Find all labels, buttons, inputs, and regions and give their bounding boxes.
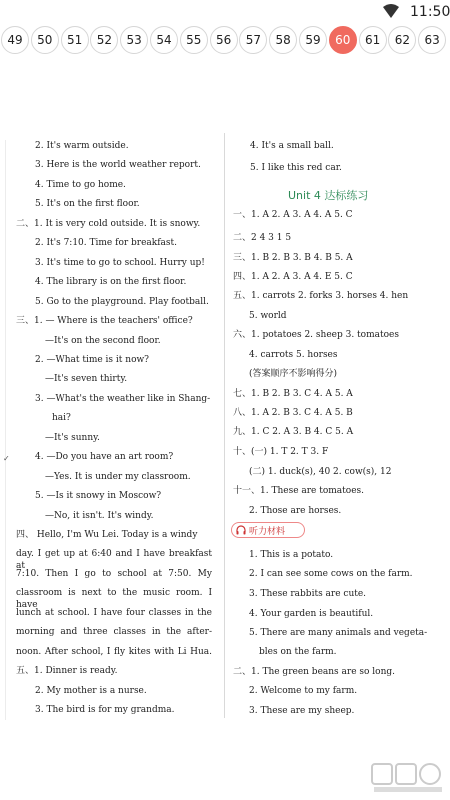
left-line: —It's sunny. (45, 432, 100, 443)
headphone-icon (236, 525, 246, 535)
right-answer-line: 七、1. B 2. B 3. C 4. A 5. A (233, 389, 353, 399)
left-line: 5. It's on the first floor. (35, 199, 140, 210)
page-58-button[interactable]: 58 (269, 26, 297, 54)
listening-line: 1. This is a potato. (249, 550, 334, 560)
left-line: 2. My mother is a nurse. (35, 685, 147, 696)
left-line: 二、1. It is very cold outside. It is snowy. (16, 218, 201, 229)
page-54-button[interactable]: 54 (150, 26, 178, 54)
right-answer-line: 四、1. A 2. A 3. A 4. E 5. C (233, 272, 353, 282)
right-answer-line: 九、1. C 2. A 3. B 4. C 5. A (233, 427, 354, 437)
left-line: 4. Time to go home. (35, 179, 126, 190)
right-answer-line: 八、1. A 2. B 3. C 4. A 5. B (233, 408, 353, 418)
listening-line: 3. These are my sheep. (249, 706, 355, 716)
listening-material-label (231, 522, 305, 538)
left-line: —No, it isn't. It's windy. (45, 510, 154, 521)
left-line: 2. It's 7:10. Time for breakfast. (35, 238, 178, 249)
left-line: hai? (52, 413, 71, 424)
right-answer-line: 二、2 4 3 1 5 (233, 233, 292, 243)
left-line: 四、 Hello, I'm Wu Lei. Today is a windy (16, 530, 198, 540)
right-answer-line: 六、1. potatoes 2. sheep 3. tomatoes (233, 330, 399, 340)
left-line: lunch at school. I have four classes in the (16, 607, 212, 618)
left-line: 5. Go to the playground. Play football. (35, 296, 209, 307)
margin-line (5, 140, 6, 720)
left-line: 4. —Do you have an art room? (35, 452, 174, 463)
page-63-button[interactable]: 63 (418, 26, 446, 54)
listening-line: 5. There are many animals and vegeta- (249, 628, 428, 638)
page-50-button[interactable]: 50 (31, 26, 59, 54)
left-line: classroom is next to the music room. I have (16, 588, 212, 611)
listening-line: bles on the farm. (259, 647, 337, 657)
left-line: —Yes. It is under my classroom. (45, 471, 191, 482)
page-62-button[interactable]: 62 (388, 26, 416, 54)
right-answer-line: 2. Those are horses. (249, 506, 342, 516)
page-51-button[interactable]: 51 (61, 26, 89, 54)
left-line: 2. —What time is it now? (35, 354, 150, 365)
page-pager (0, 26, 450, 56)
left-line: 4. The library is on the first floor. (35, 277, 187, 288)
page-52-button[interactable]: 52 (90, 26, 118, 54)
page-60-button[interactable]: 60 (329, 26, 357, 54)
page-49-button[interactable]: 49 (1, 26, 29, 54)
left-line: noon. After school, I fly kites with Li Hua. (16, 646, 212, 657)
page-55-button[interactable]: 55 (180, 26, 208, 54)
left-line: 3. —What's the weather like in Shang- (35, 393, 211, 404)
right-answer-line: (答案顺序不影响得分) (249, 369, 338, 379)
margin-mark: ✓ (3, 454, 10, 463)
unit-title: Unit 4 达标练习 (288, 189, 369, 202)
page-57-button[interactable]: 57 (239, 26, 267, 54)
watermark-logo (370, 762, 445, 794)
right-answer-line: 五、1. carrots 2. forks 3. horses 4. hen (233, 291, 409, 301)
listening-material-text: 听力材料 (249, 526, 286, 537)
listening-line: 二、1. The green beans are so long. (233, 667, 396, 677)
page-61-button[interactable]: 61 (359, 26, 387, 54)
page-59-button[interactable]: 59 (299, 26, 327, 54)
right-answer-line: (二) 1. duck(s), 40 2. cow(s), 12 (249, 467, 392, 477)
left-line: 三、1. — Where is the teachers' office? (16, 316, 193, 327)
left-line: 5. —Is it snowy in Moscow? (35, 491, 162, 502)
right_top-line: 5. I like this red car. (250, 163, 342, 173)
column-divider (224, 133, 225, 718)
listening-line: 2. Welcome to my farm. (249, 686, 358, 696)
right-answer-line: 十一、1. These are tomatoes. (233, 486, 365, 496)
left-line: —It's on the second floor. (45, 335, 161, 346)
left-line: 3. Here is the world weather report. (35, 160, 201, 171)
right_top-line: 4. It's a small ball. (250, 141, 334, 151)
right-answer-line: 十、(一) 1. T 2. T 3. F (233, 447, 329, 457)
right-answer-line: 三、1. B 2. B 3. B 4. B 5. A (233, 253, 353, 263)
right-answer-line: 5. world (249, 311, 287, 321)
listening-line: 2. I can see some cows on the farm. (249, 569, 413, 579)
left-line: 2. It's warm outside. (35, 141, 129, 151)
left-line: —It's seven thirty. (45, 374, 128, 385)
page-53-button[interactable]: 53 (120, 26, 148, 54)
left-line: 3. The bird is for my grandma. (35, 705, 175, 716)
right-answer-line: 4. carrots 5. horses (249, 350, 338, 360)
listening-line: 4. Your garden is beautiful. (249, 609, 374, 619)
right-answer-line: 一、1. A 2. A 3. A 4. A 5. C (233, 210, 353, 220)
wifi-icon (383, 4, 399, 18)
left-line: 7:10. Then I go to school at 7:50. My (16, 568, 212, 579)
clock: 11:50 (410, 4, 450, 20)
status-bar (0, 0, 450, 24)
left-line: day. I get up at 6:40 and I have breakfast at (16, 549, 212, 572)
left-line: 五、1. Dinner is ready. (16, 666, 118, 677)
listening-line: 3. These rabbits are cute. (249, 589, 367, 599)
left-line: 3. It's time to go to school. Hurry up! (35, 257, 205, 268)
left-line: morning and three classes in the after- (16, 627, 212, 638)
page-56-button[interactable]: 56 (210, 26, 238, 54)
